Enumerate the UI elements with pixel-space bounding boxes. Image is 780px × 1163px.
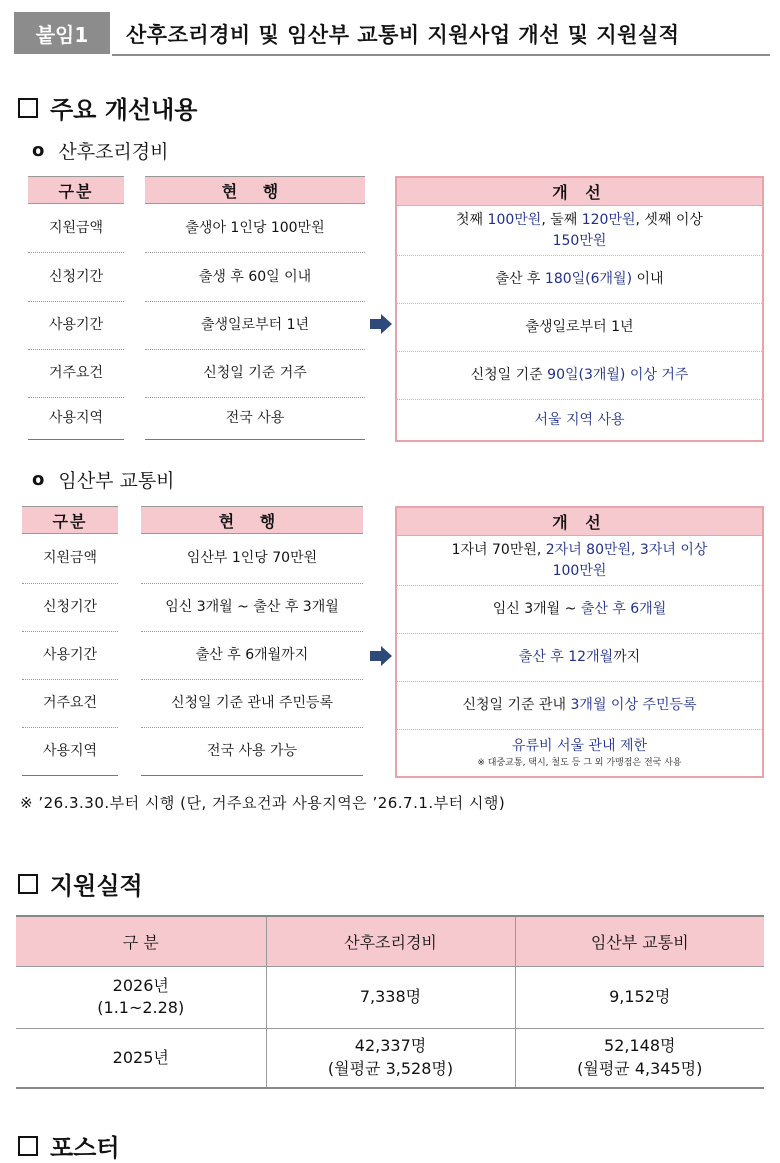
current-cell: 전국 사용	[145, 398, 365, 440]
checkbox-square-icon	[18, 1136, 38, 1156]
current-cell: 출산 후 6개월까지	[141, 632, 363, 680]
current-cell: 출생아 1인당 100만원	[145, 204, 365, 253]
improved-cell-region: 유류비 서울 관내 제한 ※ 대중교통, 택시, 철도 등 그 외 가맹점은 전국 사용	[397, 730, 762, 776]
postpartum-current-column	[145, 176, 365, 440]
current-cell: 출생 후 60일 이내	[145, 253, 365, 302]
subsection-postpartum	[32, 137, 169, 164]
results-table	[16, 915, 764, 1089]
table-header-row	[16, 916, 764, 966]
header-divider	[112, 54, 770, 56]
col-header-category: 구분	[28, 176, 124, 204]
col-header: 임산부 교통비	[515, 916, 764, 966]
period-cell: 2025년	[16, 1028, 266, 1088]
section-poster	[18, 1128, 120, 1163]
subsection-title: 산후조리경비	[58, 141, 169, 163]
transport-value-cell: 52,148명 (월평균 4,345명)	[515, 1028, 764, 1088]
table-row	[16, 966, 764, 1028]
improved-cell-amount: 첫째 100만원, 둘째 120만원, 셋째 이상 150만원	[397, 206, 762, 256]
col-header-current: 현 행	[141, 506, 363, 534]
arrow-right-icon	[370, 314, 392, 334]
col-header-current: 현 행	[145, 176, 365, 204]
col-header-improved: 개 선	[397, 508, 762, 536]
current-cell: 전국 사용 가능	[141, 728, 363, 776]
checkbox-square-icon	[18, 874, 38, 894]
section-support-results	[18, 866, 143, 901]
category-cell: 사용지역	[28, 398, 124, 440]
subsection-transport	[32, 466, 175, 493]
postpartum-value-cell: 7,338명	[266, 966, 515, 1028]
section-title: 포스터	[50, 1134, 120, 1162]
section-title: 지원실적	[50, 872, 143, 900]
transport-category-column	[22, 506, 118, 776]
section-main-improvements	[18, 90, 197, 125]
region-note: ※ 대중교통, 택시, 철도 등 그 외 가맹점은 전국 사용	[477, 757, 682, 768]
current-cell: 임신 3개월 ~ 출산 후 3개월	[141, 584, 363, 632]
arrow-right-icon	[370, 646, 392, 666]
subsection-title: 임산부 교통비	[58, 470, 175, 492]
category-cell: 거주요건	[28, 350, 124, 398]
category-cell: 사용기간	[28, 302, 124, 350]
improved-cell-period: 출산 후 180일(6개월) 이내	[397, 256, 762, 304]
category-cell: 사용지역	[22, 728, 118, 776]
improved-cell-region: 서울 지역 사용	[534, 411, 625, 428]
improved-cell-usage: 출생일로부터 1년	[397, 304, 762, 352]
current-cell: 신청일 기준 관내 주민등록	[141, 680, 363, 728]
improved-cell-usage: 출산 후 12개월까지	[397, 634, 762, 682]
page-title: 산후조리경비 및 임산부 교통비 지원사업 개선 및 지원실적	[126, 23, 680, 47]
category-cell: 지원금액	[22, 534, 118, 584]
transport-improved-box	[395, 506, 764, 778]
col-header: 구 분	[16, 916, 266, 966]
improved-cell-period: 임신 3개월 ~ 출산 후 6개월	[397, 586, 762, 634]
col-header-improved: 개 선	[397, 178, 762, 206]
attachment-badge: 붙임1	[14, 12, 110, 54]
current-cell: 출생일로부터 1년	[145, 302, 365, 350]
bullet-circle-icon: o	[32, 469, 45, 490]
postpartum-improved-box	[395, 176, 764, 442]
footnote: ※ ’26.3.30.부터 시행 (단, 거주요건과 사용지역은 ’26.7.1.부터 시행)	[20, 794, 506, 812]
transport-value-cell: 9,152명	[515, 966, 764, 1028]
category-cell: 지원금액	[28, 204, 124, 253]
period-cell: 2026년 (1.1~2.28)	[16, 966, 266, 1028]
improved-cell-residence: 신청일 기준 관내 3개월 이상 주민등록	[397, 682, 762, 730]
category-cell: 사용기간	[22, 632, 118, 680]
col-header: 산후조리경비	[266, 916, 515, 966]
current-cell: 임산부 1인당 70만원	[141, 534, 363, 584]
category-cell: 신청기간	[22, 584, 118, 632]
improved-cell-amount: 1자녀 70만원, 2자녀 80만원, 3자녀 이상 100만원	[397, 536, 762, 586]
postpartum-category-column	[28, 176, 124, 440]
improved-cell-residence: 신청일 기준 90일(3개월) 이상 거주	[397, 352, 762, 400]
checkbox-square-icon	[18, 98, 38, 118]
category-cell: 거주요건	[22, 680, 118, 728]
section-title: 주요 개선내용	[50, 96, 198, 124]
transport-current-column	[141, 506, 363, 776]
bullet-circle-icon: o	[32, 140, 45, 161]
current-cell: 신청일 기준 거주	[145, 350, 365, 398]
col-header-category: 구분	[22, 506, 118, 534]
category-cell: 신청기간	[28, 253, 124, 302]
table-row	[16, 1028, 764, 1088]
postpartum-value-cell: 42,337명 (월평균 3,528명)	[266, 1028, 515, 1088]
